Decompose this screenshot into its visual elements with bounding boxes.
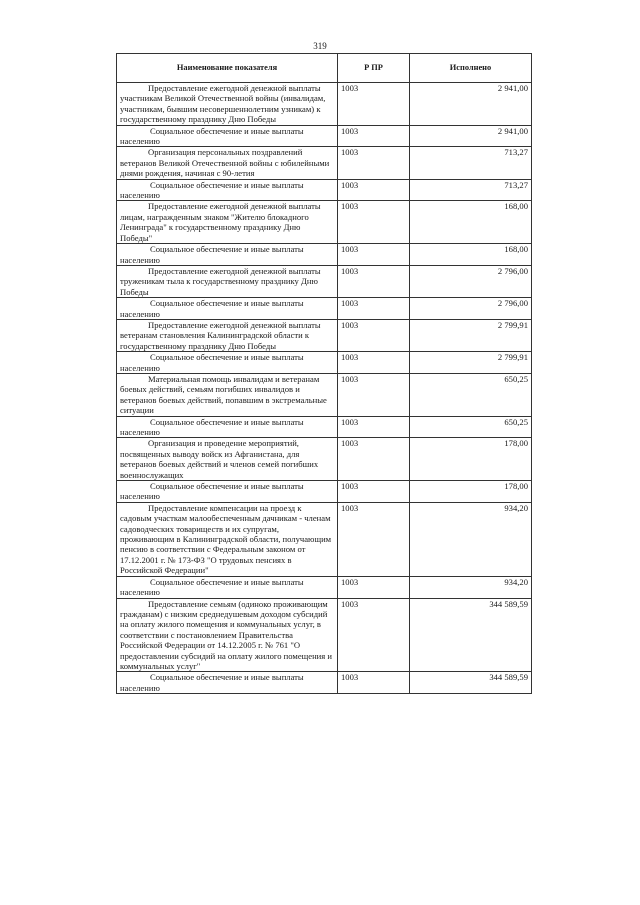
row-name-cell: Предоставление семьям (одиноко проживающим гражданам) с низким среднедушевым доходом субсидий на оплату жилого помещения и коммунальных услуг, в соответствии с постановлением Правительства Российской Федерации от 14.12.2005 г. № 761 "О предоставлении субсидий на оплату жилого помещения и коммунальных услуг" (117, 598, 338, 672)
table-row (117, 265, 532, 297)
row-name-cell: Социальное обеспечение и иные выплаты населению (117, 416, 338, 438)
row-amount-cell: 2 799,91 (410, 319, 532, 351)
table-row (117, 201, 532, 244)
row-amount-cell: 344 589,59 (410, 598, 532, 672)
row-code-cell: 1003 (338, 576, 410, 598)
row-amount-cell: 713,27 (410, 147, 532, 179)
row-code-cell: 1003 (338, 265, 410, 297)
row-name-cell: Организация персональных поздравлений ветеранов Великой Отечественной войны с юбилейными днями рождения, начиная с 90-летия (117, 147, 338, 179)
row-name-cell: Социальное обеспечение и иные выплаты населению (117, 298, 338, 320)
table-row (117, 125, 532, 147)
table-row (117, 502, 532, 576)
row-name-cell: Предоставление ежегодной денежной выплаты участникам Великой Отечественной войны (инвалидам, участникам, бывшим несовершеннолетним узникам) к государственному празднику Дню Победы (117, 83, 338, 126)
table-row (117, 438, 532, 481)
table-row (117, 298, 532, 320)
row-amount-cell: 168,00 (410, 201, 532, 244)
row-code-cell: 1003 (338, 83, 410, 126)
table-header-row (117, 54, 532, 83)
table-row (117, 352, 532, 374)
row-name-cell: Социальное обеспечение и иные выплаты населению (117, 481, 338, 503)
row-name-cell: Предоставление компенсации на проезд к садовым участкам малообеспеченным дачникам - членам садоводческих товариществ и их супругам, проживающим в Калининградской области, получающим пенсию в соответствии с Федеральным законом от 17.12.2001 г. № 173-ФЗ "О трудовых пенсиях в Российской Федерации" (117, 502, 338, 576)
row-code-cell: 1003 (338, 298, 410, 320)
row-amount-cell: 934,20 (410, 576, 532, 598)
row-amount-cell: 178,00 (410, 481, 532, 503)
table-row (117, 179, 532, 201)
table-row (117, 576, 532, 598)
row-name-cell: Организация и проведение мероприятий, посвященных выводу войск из Афганистана, для ветеранов боевых действий и членов семей погибших военнослужащих (117, 438, 338, 481)
page-number: 319 (313, 41, 327, 51)
row-name-cell: Социальное обеспечение и иные выплаты населению (117, 576, 338, 598)
row-code-cell: 1003 (338, 352, 410, 374)
row-code-cell: 1003 (338, 147, 410, 179)
table-row (117, 373, 532, 416)
row-amount-cell: 2 796,00 (410, 265, 532, 297)
row-amount-cell: 934,20 (410, 502, 532, 576)
row-code-cell: 1003 (338, 598, 410, 672)
table-row (117, 481, 532, 503)
row-amount-cell: 2 799,91 (410, 352, 532, 374)
row-code-cell: 1003 (338, 201, 410, 244)
row-name-cell: Социальное обеспечение и иные выплаты населению (117, 179, 338, 201)
row-name-cell: Предоставление ежегодной денежной выплаты ветеранам становления Калининградской области к государственному празднику Дню Победы (117, 319, 338, 351)
row-name-cell: Социальное обеспечение и иные выплаты населению (117, 352, 338, 374)
table-row (117, 319, 532, 351)
row-name-cell: Социальное обеспечение и иные выплаты населению (117, 244, 338, 266)
table-row (117, 416, 532, 438)
table-row (117, 598, 532, 672)
row-amount-cell: 2 941,00 (410, 125, 532, 147)
row-code-cell: 1003 (338, 244, 410, 266)
table-row (117, 147, 532, 179)
table-row (117, 83, 532, 126)
row-name-cell: Предоставление ежегодной денежной выплаты труженикам тыла к государственному празднику Дню Победы (117, 265, 338, 297)
row-name-cell: Социальное обеспечение и иные выплаты населению (117, 672, 338, 694)
header-code: Р ПР (338, 54, 410, 83)
row-amount-cell: 650,25 (410, 373, 532, 416)
row-code-cell: 1003 (338, 502, 410, 576)
row-amount-cell: 713,27 (410, 179, 532, 201)
row-amount-cell: 2 796,00 (410, 298, 532, 320)
row-amount-cell: 178,00 (410, 438, 532, 481)
row-name-cell: Предоставление ежегодной денежной выплаты лицам, награжденным знаком "Жителю блокадного Ленинграда" к государственному празднику Дню Победы" (117, 201, 338, 244)
row-name-cell: Социальное обеспечение и иные выплаты населению (117, 125, 338, 147)
budget-table (116, 53, 532, 694)
table-row (117, 672, 532, 694)
row-amount-cell: 2 941,00 (410, 83, 532, 126)
row-code-cell: 1003 (338, 416, 410, 438)
row-name-cell: Материальная помощь инвалидам и ветеранам боевых действий, семьям погибших инвалидов и ветеранов боевых действий, попавшим в экстремальные ситуации (117, 373, 338, 416)
row-code-cell: 1003 (338, 481, 410, 503)
row-code-cell: 1003 (338, 179, 410, 201)
header-name: Наименование показателя (117, 54, 338, 83)
row-code-cell: 1003 (338, 672, 410, 694)
row-amount-cell: 168,00 (410, 244, 532, 266)
row-code-cell: 1003 (338, 125, 410, 147)
row-amount-cell: 344 589,59 (410, 672, 532, 694)
row-code-cell: 1003 (338, 373, 410, 416)
row-code-cell: 1003 (338, 319, 410, 351)
row-code-cell: 1003 (338, 438, 410, 481)
row-amount-cell: 650,25 (410, 416, 532, 438)
table-row (117, 244, 532, 266)
header-executed: Исполнено (410, 54, 532, 83)
